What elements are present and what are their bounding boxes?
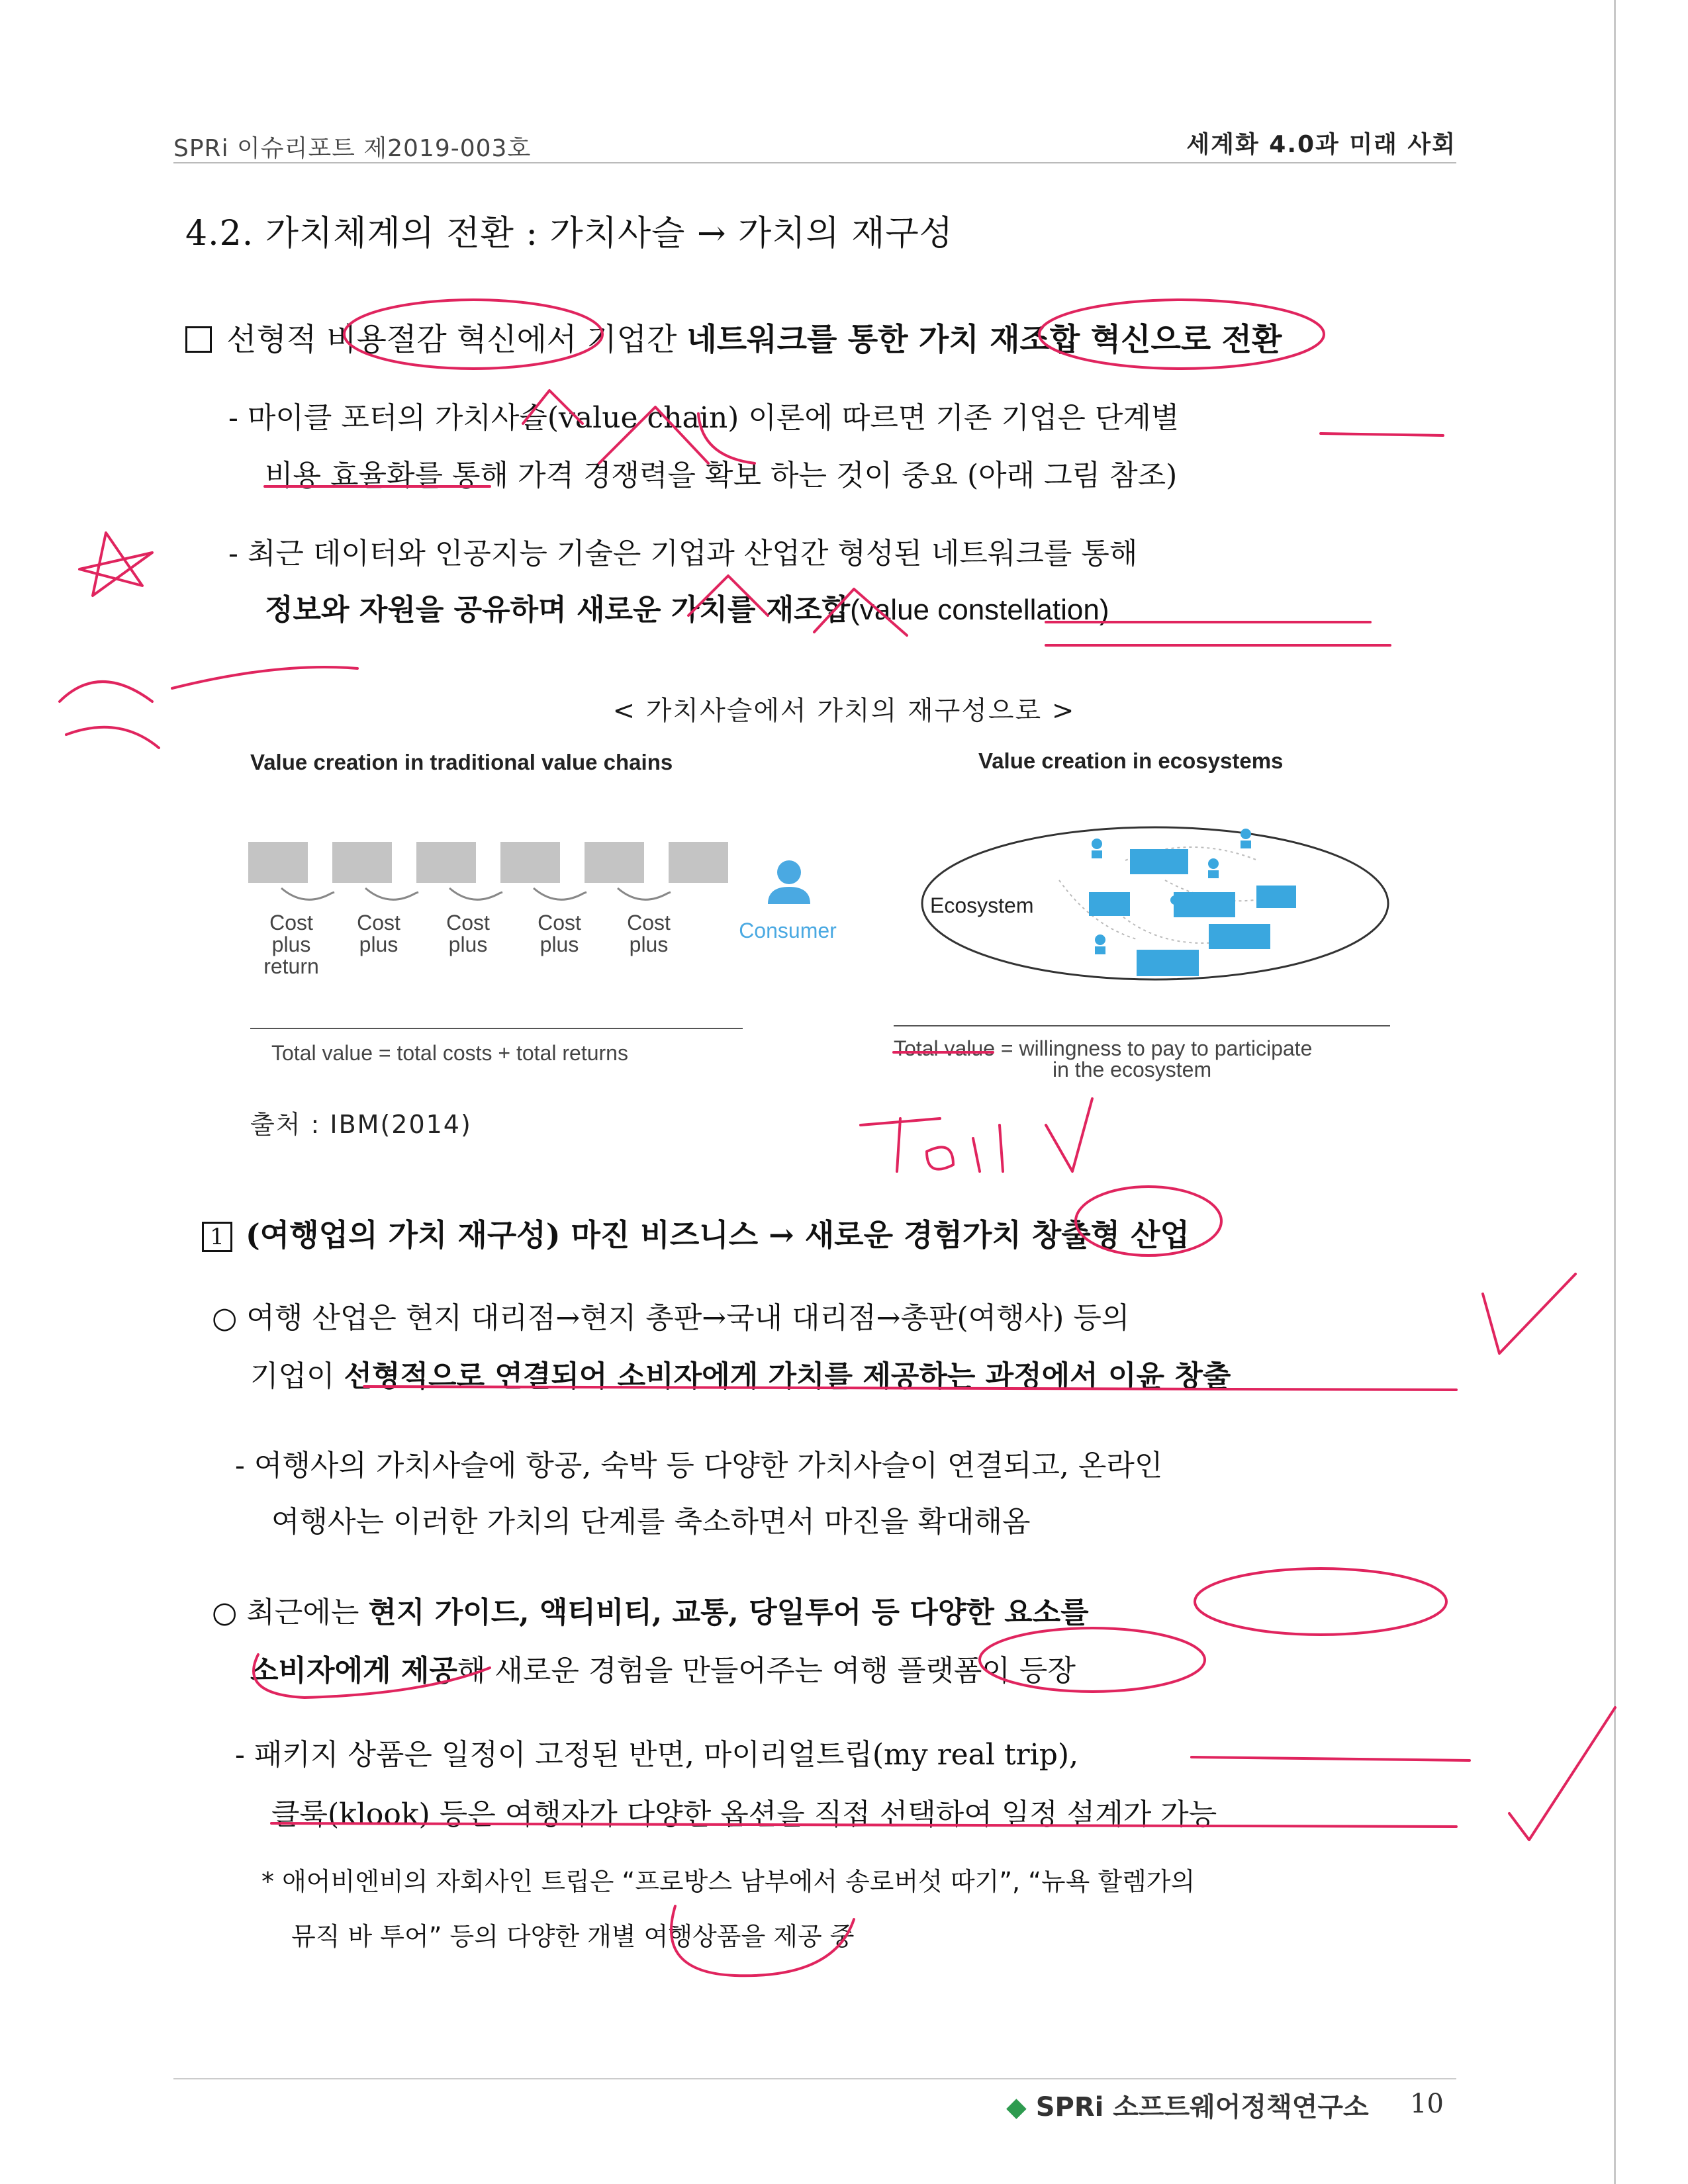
block1-dash2-line1: - 최근 데이터와 인공지능 기술은 기업과 산업간 형성된 네트워크를 통해: [228, 537, 1138, 570]
ecosystem-label: Ecosystem: [930, 893, 1034, 917]
figure-right-title: Value creation in ecosystems: [978, 749, 1284, 773]
eco-person: [1170, 895, 1180, 905]
block2-p2-line1: ○ 최근에는 현지 가이드, 액티비티, 교통, 당일투어 등 다양한 요소를: [212, 1596, 1089, 1629]
block1-dash1-line2: 비용 효율화를 통해 가격 경쟁력을 확보 하는 것이 중요 (아래 그림 참조): [265, 459, 1178, 492]
block1-dash1-line1: - 마이클 포터의 가치사슬(value chain) 이론에 따르면 기존 기업은 단계별: [228, 401, 1180, 435]
block1-heading-text: 선형적 비용절감 혁신에서 기업간: [226, 322, 687, 358]
eco-node: [1137, 950, 1199, 976]
consumer-label: Consumer: [739, 919, 837, 942]
block2-p2-line2: 소비자에게 제공해 새로운 경험을 만들어주는 여행 플랫폼이 등장: [250, 1654, 1076, 1688]
cost-label-5: Cost plus: [627, 911, 671, 956]
block2-dash2-line2: 클룩(klook) 등은 여행자가 다양한 옵션을 직접 선택하여 일정 설계가 가능: [271, 1797, 1217, 1831]
footer-divider: [173, 2078, 1456, 2079]
header-topic: 세계화 4.0과 미래 사회: [1186, 131, 1456, 158]
consumer-icon: [768, 860, 810, 904]
chain-block: [416, 842, 476, 883]
header-report-id: SPRi 이슈리포트 제2019-003호: [173, 135, 532, 162]
check-icon: [1483, 1274, 1575, 1353]
cost-label-4: Cost plus: [538, 911, 581, 956]
eco-node: [1256, 886, 1296, 908]
cost-label-2: Cost plus: [357, 911, 400, 956]
spri-logo-icon: ◆: [1006, 2092, 1027, 2122]
eco-person: [1208, 870, 1219, 878]
eco-node: [1209, 924, 1270, 949]
value-chain-blocks: [248, 842, 728, 883]
block2-note-line2: 뮤직 바 투어” 등의 다양한 개별 여행상품을 제공 중: [291, 1922, 855, 1951]
block1-dash2-end: (value constellation): [850, 594, 1109, 626]
circle-annotation: [1195, 1569, 1446, 1635]
block2-dash1-line1: - 여행사의 가치사슬에 항공, 숙박 등 다양한 가치사슬이 연결되고, 온라인: [235, 1449, 1163, 1482]
check-icon: [1509, 1707, 1615, 1840]
block2-p1-bold: 선형적으로 연결되어 소비자에게 가치를 제공하는 과정에서 이윤 창출: [344, 1359, 1231, 1393]
eco-person: [1241, 841, 1251, 848]
footer-logo: [1006, 2086, 1369, 2124]
chain-block: [248, 842, 308, 883]
left-formula: Total value = total costs + total returns: [271, 1041, 628, 1065]
underline-annotation: [1192, 1757, 1470, 1760]
right-formula-line2: in the ecosystem: [1053, 1058, 1212, 1081]
block2-p2-bold: 현지 가이드, 액티비티, 교통, 당일투어 등 다양한 요소를: [368, 1596, 1089, 1629]
eco-person: [1092, 839, 1102, 849]
eco-node: [1089, 892, 1130, 916]
eco-person: [1208, 858, 1219, 869]
figure-left-title: Value creation in traditional value chains: [250, 750, 673, 774]
chain-block: [332, 842, 392, 883]
eco-node: [1174, 892, 1235, 917]
eco-person: [1241, 829, 1251, 839]
block2-p1-line1: ○ 여행 산업은 현지 대리점→현지 총판→국내 대리점→총판(여행사) 등의: [212, 1301, 1130, 1335]
chain-braces: [281, 888, 671, 899]
eco-node: [1130, 849, 1188, 874]
right-formula-line1: Total value = willingness to pay to participate: [894, 1036, 1313, 1060]
eco-person: [1092, 850, 1102, 858]
page-number: 10: [1410, 2089, 1444, 2119]
chain-block: [669, 842, 728, 883]
footer-logo-text: SPRi 소프트웨어정책연구소: [1035, 2092, 1369, 2122]
block2-heading: [202, 1211, 1190, 1255]
eco-person: [1095, 946, 1105, 954]
block1-heading-bold: 네트워크를 통한 가치 재조합 혁신으로 전환: [686, 322, 1282, 358]
section-title: 4.2. 가치체계의 전환 : 가치사슬 → 가치의 재구성: [185, 214, 953, 253]
block2-p1-line2: 기업이 선형적으로 연결되어 소비자에게 가치를 제공하는 과정에서 이윤 창출: [250, 1359, 1231, 1393]
block2-p2-line2-bold: 소비자에게 제공: [250, 1654, 457, 1688]
block2-dash2-line1: - 패키지 상품은 일정이 고정된 반면, 마이리얼트립(my real trip),: [235, 1738, 1079, 1772]
eco-person: [1095, 934, 1105, 945]
chain-block: [500, 842, 560, 883]
section-number-box: 1: [202, 1222, 232, 1252]
figure-source: 출처 : IBM(2014): [250, 1110, 472, 1139]
figure-caption: < 가치사슬에서 가치의 재구성으로 >: [612, 696, 1076, 726]
cost-label-1: Cost plus return: [263, 911, 319, 978]
block1-dash2-bold: 정보와 자원을 공유하며 새로운 가치를 재조합: [265, 593, 851, 627]
cost-label-3: Cost plus: [446, 911, 490, 956]
chain-block: [585, 842, 644, 883]
block2-dash1-line2: 여행사는 이러한 가치의 단계를 축소하면서 마진을 확대해옴: [271, 1505, 1031, 1539]
block2-note-line1: * 애어비엔비의 자회사인 트립은 “프로방스 남부에서 송로버섯 따기”, “뉴욕 할렘가의: [261, 1867, 1196, 1896]
ecosystem-nodes: [1089, 829, 1296, 976]
block2-heading-text: (여행업의 가치 재구성) 마진 비즈니스 → 새로운 경험가치 창출형 산업: [246, 1217, 1190, 1253]
